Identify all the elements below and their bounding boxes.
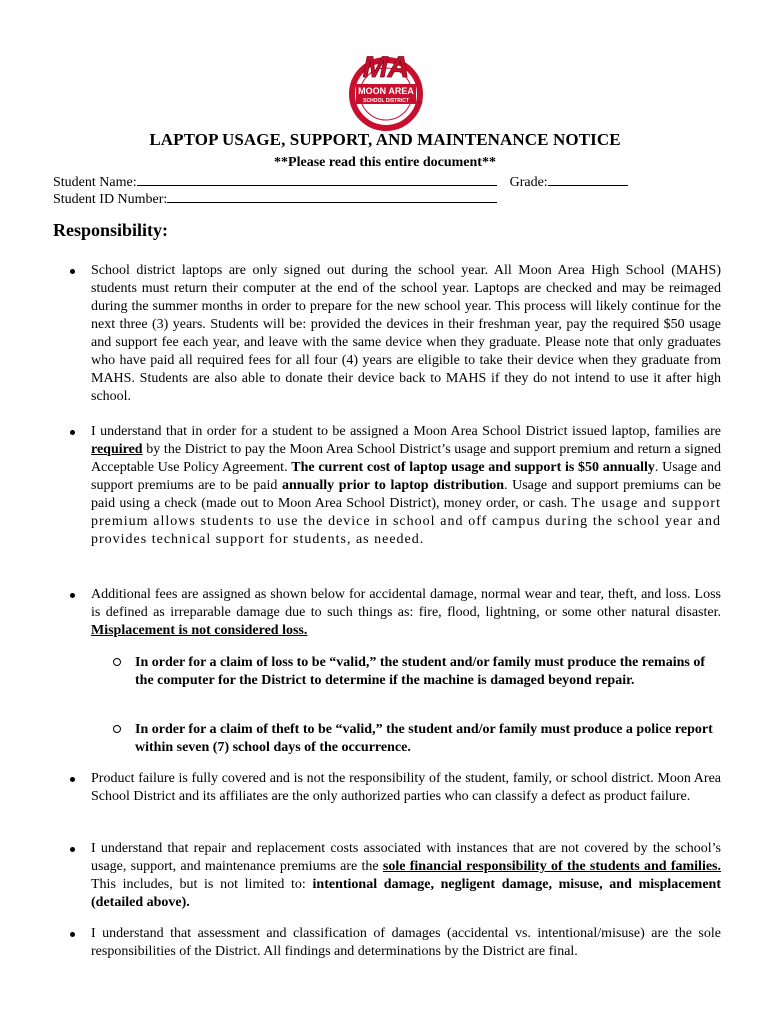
item-text — [91, 423, 721, 549]
logo-tm: TM — [417, 101, 423, 105]
grade-label: Grade: — [509, 175, 548, 190]
grade-field[interactable] — [548, 173, 628, 186]
item-text: I understand that assessment and classification of damages (accidental vs. intentional/misuse) are the sole responsibilities of the District. All findings and determinations by the District are final. — [91, 926, 721, 959]
bullet-icon — [70, 847, 75, 852]
financial-responsibility-text: sole financial responsibility of the students and families. — [382, 859, 721, 874]
cost-text: The current cost of laptop usage and support is $50 annually — [291, 460, 655, 475]
bullet-icon — [70, 269, 75, 274]
text-run: I understand that in order for a student to be assigned a Moon Area School District issued laptop, families are — [91, 424, 721, 439]
student-name-row — [53, 173, 628, 191]
moon-area-logo — [340, 44, 432, 136]
responsibility-heading: Responsibility: — [53, 220, 169, 240]
student-id-label: Student ID Number: — [53, 192, 168, 207]
sub-item-text: In order for a claim of theft to be “valid,” the student and/or family must produce a police report within seven (7) school days of the occurrence. — [135, 722, 713, 755]
student-name-field[interactable] — [137, 173, 497, 186]
circle-bullet-icon — [113, 725, 121, 733]
text-run: The usage and support premium allows students to use the device in school and off campus during the school year and provides technical support for students, as needed. — [91, 496, 721, 547]
damage-types-text: intentional damage, negligent damage, misuse, and misplacement (detailed above). — [91, 877, 721, 910]
document-title: LAPTOP USAGE, SUPPORT, AND MAINTENANCE NOTICE — [149, 130, 621, 149]
required-text: required — [91, 442, 143, 457]
bullet-icon — [70, 593, 75, 598]
text-run: I understand that repair and replacement costs associated with instances that are not covered by the school’s usage, support, and maintenance premiums are the — [91, 841, 721, 874]
student-id-field[interactable] — [167, 190, 497, 203]
text-run: by the District to pay the Moon Area School District’s usage and support premium and return a signed Acceptable Use Policy Agreement. — [91, 442, 721, 475]
student-name-label: Student Name: — [53, 175, 137, 190]
document-subtitle: **Please read this entire document** — [274, 155, 496, 170]
logo-name: MOON AREA — [358, 86, 414, 96]
bullet-icon — [70, 932, 75, 937]
bullet-icon — [70, 777, 75, 782]
circle-bullet-icon — [113, 658, 121, 666]
text-run: Additional fees are assigned as shown below for accidental damage, normal wear and tear, theft, and loss. Loss is defined as irreparable damage due to such things as: fire, flood, lightning, or some other natural disaster. — [91, 587, 721, 620]
text-run: This includes, but is not limited to: — [91, 877, 313, 892]
misplacement-text: Misplacement is not considered loss. — [91, 623, 308, 638]
logo-letters: MA — [362, 51, 410, 84]
text-run: . Usage and support premiums can be paid using a check (made out to Moon Area School District), money order, or cash. — [91, 478, 722, 511]
item-text: Product failure is fully covered and is not the responsibility of the student, family, or school district. Moon Area School District and its affiliates are the only authorized parties who can classify a defect as product failure. — [91, 771, 721, 804]
item-text: School district laptops are only signed out during the school year. All Moon Area High School (MAHS) students must return their computer at the end of the school year. Laptops are checked and may be reimaged during the summer months in order to prepare for the new school year. This process will likely continue for the next three (3) years. Students will be: provided the devices in their freshman year, pay the required $50 usage and support fee each year, and leave with the same device when they graduate. Please note that only graduates who have paid all required fees for all four (4) years are eligible to take their device when they graduate from MAHS. Students are also able to donate their device back to MAHS if they do not intend to use it after high school. — [91, 263, 721, 404]
student-id-row — [53, 190, 497, 208]
bullet-icon — [70, 430, 75, 435]
sub-item-text: In order for a claim of loss to be “valid,” the student and/or family must produce the remains of the computer for the District to determine if the machine is damaged beyond repair. — [135, 655, 705, 688]
payment-timing-text: annually prior to laptop distribution — [281, 478, 504, 493]
item-text — [91, 840, 721, 912]
logo-district: SCHOOL DISTRICT — [363, 98, 409, 104]
text-run: . Usage and support premiums are to be paid — [91, 460, 721, 493]
item-text — [91, 586, 721, 640]
